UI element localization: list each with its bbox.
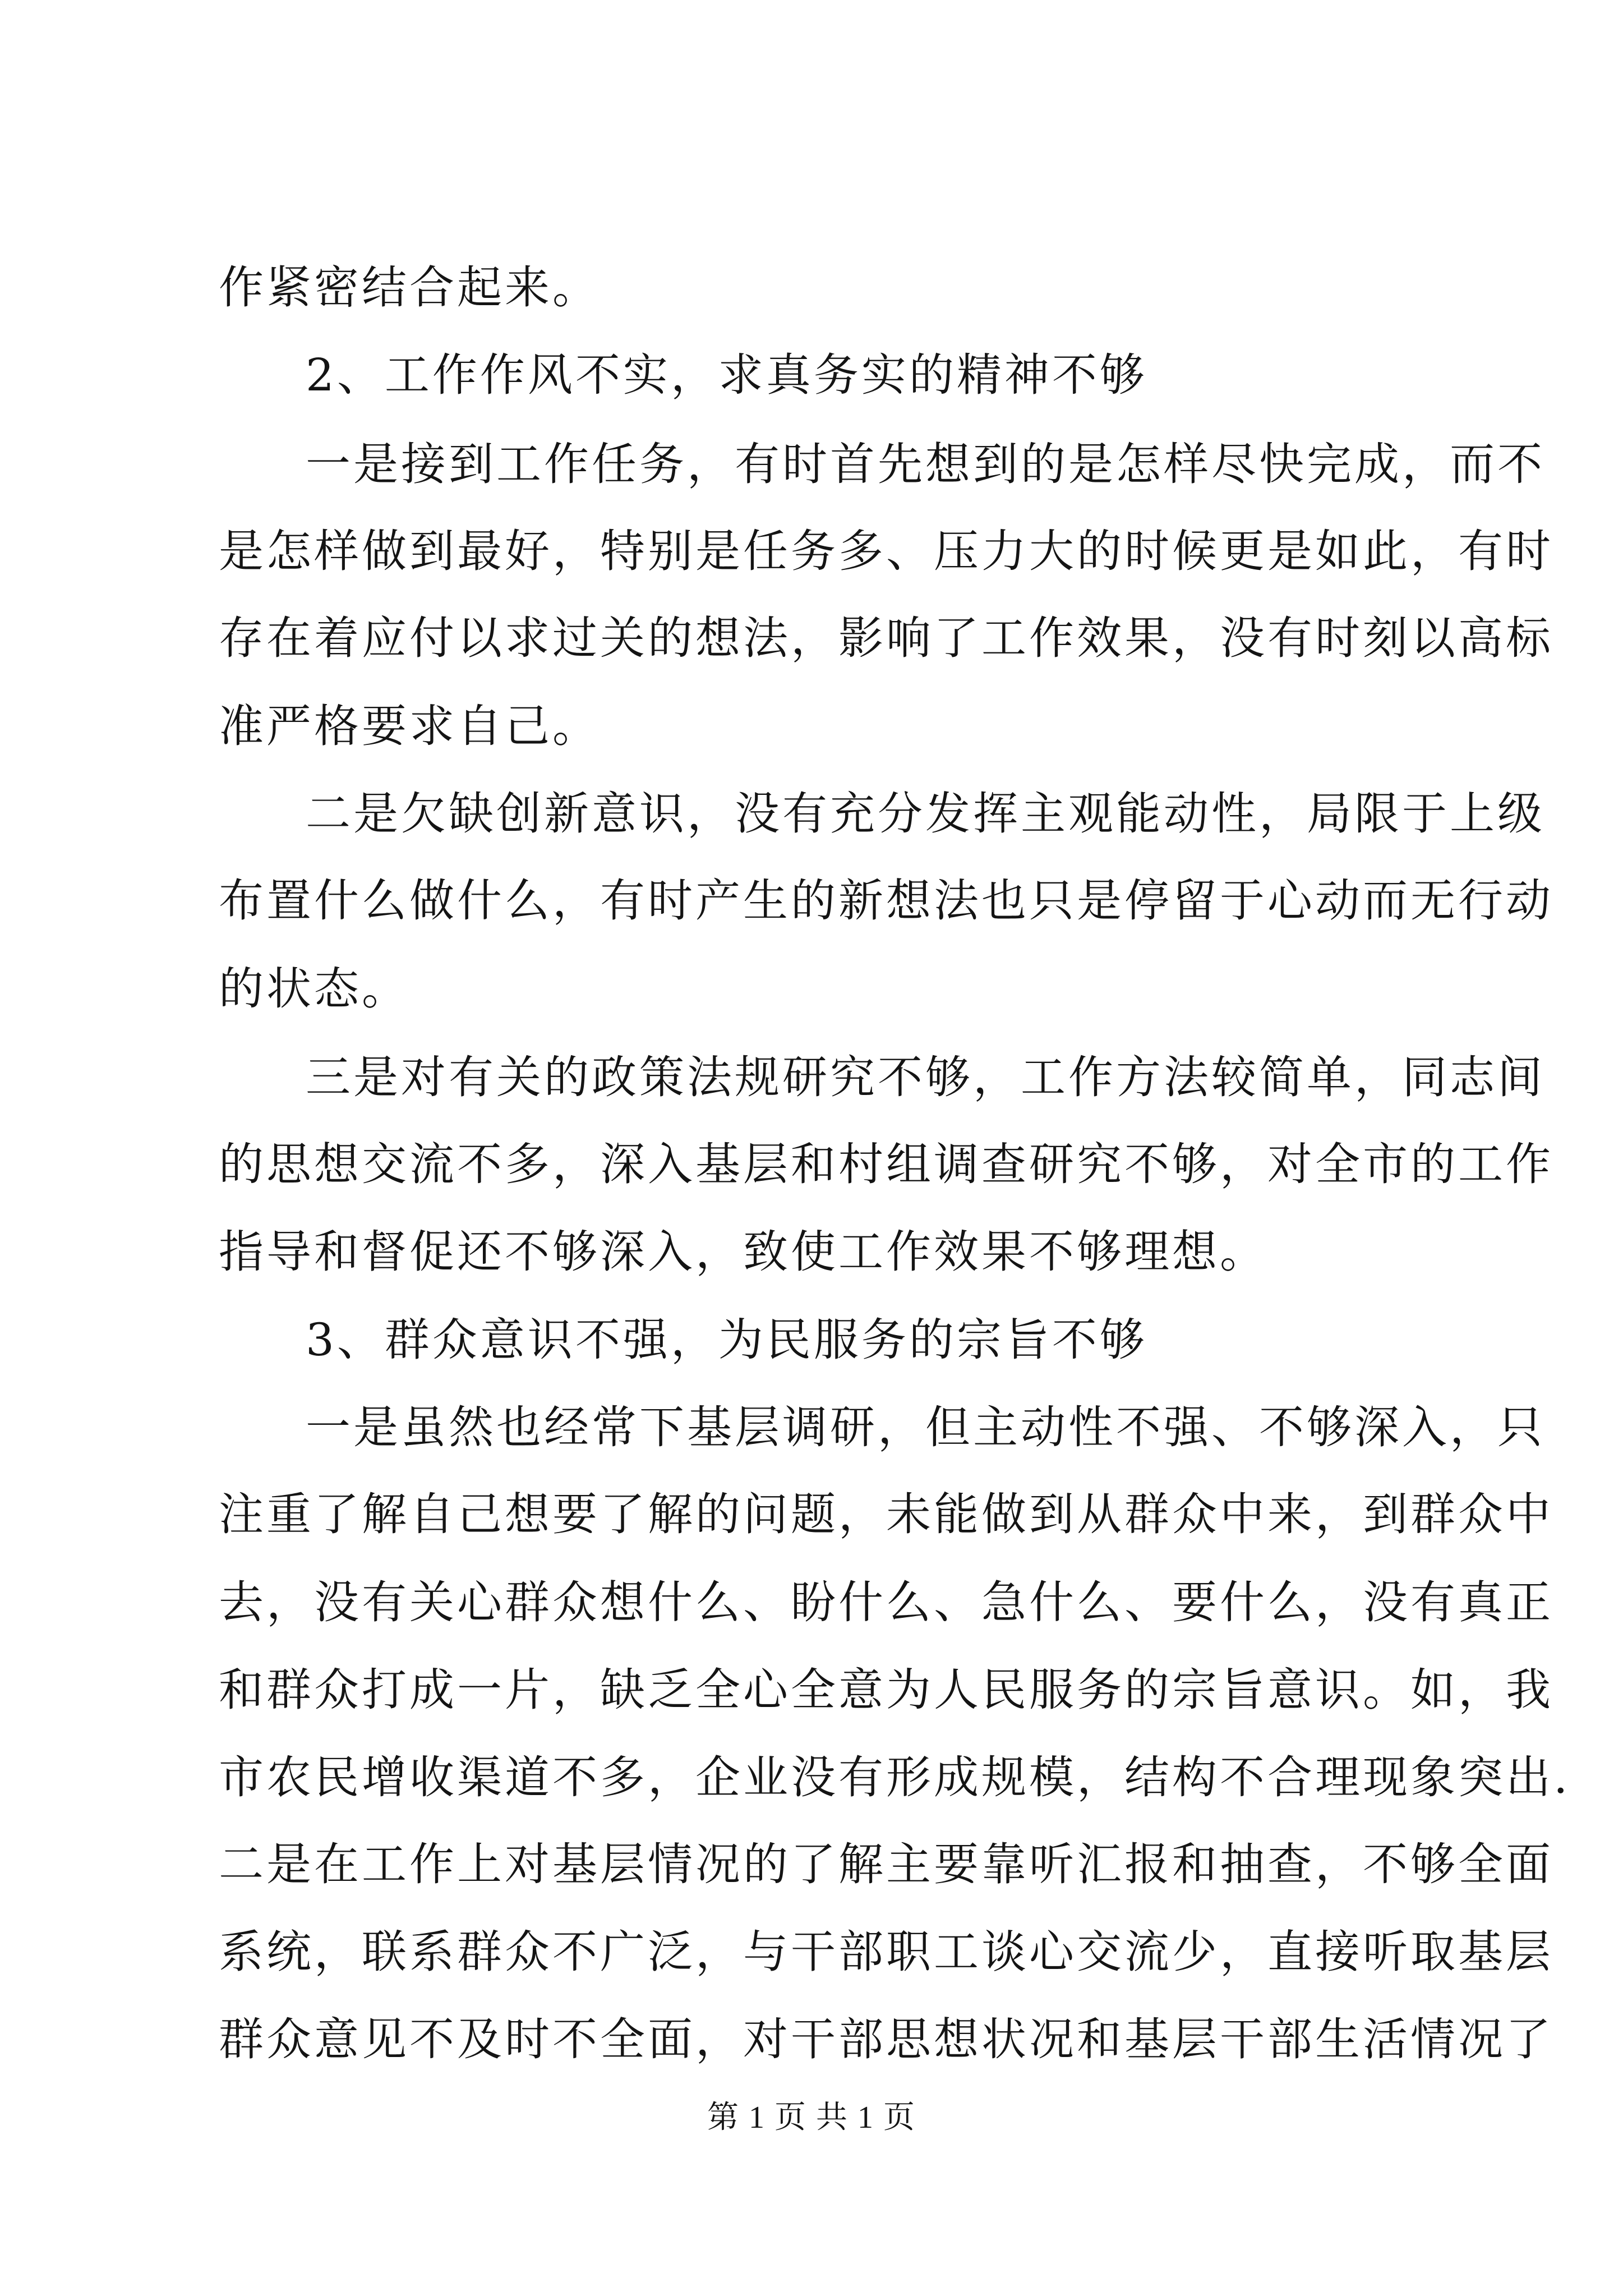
paragraph-line: 二是在工作上对基层情况的了解主要靠听汇报和抽查，不够全面 <box>219 1838 1553 1890</box>
paragraph-line: 和群众打成一片，缺乏全心全意为人民服务的宗旨意识。如，我 <box>219 1664 1553 1716</box>
paragraph-line: 布置什么做什么，有时产生的新想法也只是停留于心动而无行动 <box>219 875 1553 927</box>
paragraph-line: 存在着应付以求过关的想法，影响了工作效果，没有时刻以高标 <box>219 612 1553 664</box>
paragraph-line: 一是接到工作任务，有时首先想到的是怎样尽快完成，而不 <box>306 438 1545 490</box>
paragraph-line: 准严格要求自己。 <box>219 700 600 752</box>
paragraph-line: 的状态。 <box>219 963 409 1015</box>
paragraph-line: 的思想交流不多，深入基层和村组调查研究不够，对全市的工作 <box>219 1138 1553 1190</box>
paragraph-line: 系统，联系群众不广泛，与干部职工谈心交流少，直接听取基层 <box>219 1926 1553 1978</box>
paragraph-line: 市农民增收渠道不多，企业没有形成规模，结构不合理现象突出. <box>219 1751 1571 1803</box>
paragraph-line: 三是对有关的政策法规研究不够，工作方法较简单，同志间 <box>306 1051 1545 1103</box>
paragraph-line: 注重了解自己想要了解的问题，未能做到从群众中来，到群众中 <box>219 1488 1553 1540</box>
paragraph-line: 群众意见不及时不全面，对干部思想状况和基层干部生活情况了 <box>219 2013 1553 2065</box>
paragraph-line: 去，没有关心群众想什么、盼什么、急什么、要什么，没有真正 <box>219 1576 1553 1628</box>
paragraph-line: 二是欠缺创新意识，没有充分发挥主观能动性，局限于上级 <box>306 788 1545 840</box>
section-heading: 3、群众意识不强，为民服务的宗旨不够 <box>306 1314 1147 1366</box>
page-footer: 第 1 页 共 1 页 <box>707 2100 916 2135</box>
paragraph-line: 是怎样做到最好，特别是任务多、压力大的时候更是如此，有时 <box>219 525 1553 577</box>
paragraph-line: 作紧密结合起来。 <box>219 261 600 314</box>
paragraph-line: 指导和督促还不够深入，致使工作效果不够理想。 <box>219 1226 1267 1278</box>
section-heading: 2、工作作风不实，求真务实的精神不够 <box>306 349 1147 401</box>
paragraph-line: 一是虽然也经常下基层调研，但主动性不强、不够深入，只 <box>306 1401 1545 1453</box>
